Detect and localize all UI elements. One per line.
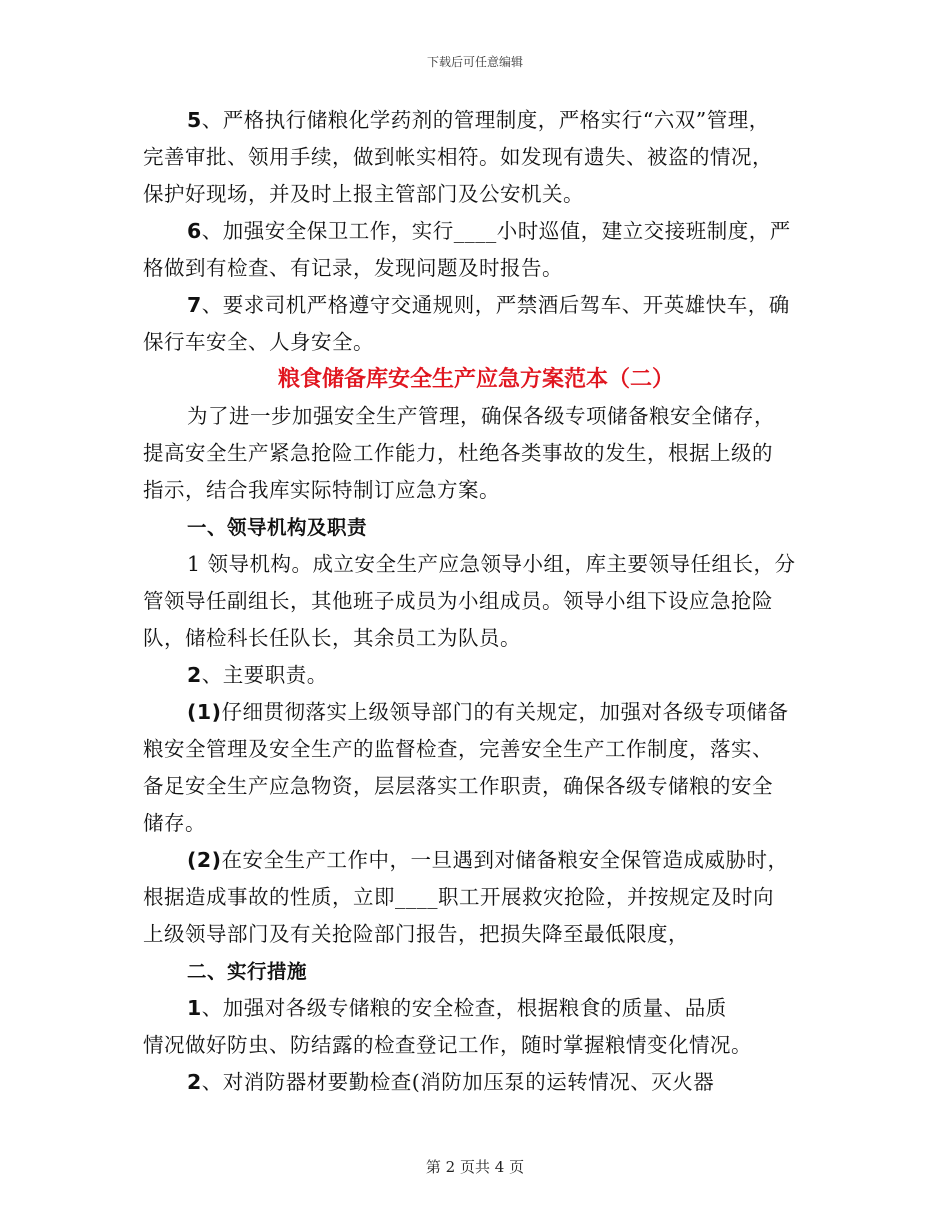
item-number: 1 <box>187 996 202 1020</box>
part2-p1-line-1 <box>143 990 809 1027</box>
part1-p1-line-3: 队，储检科长任队长，其余员工为队员。 <box>143 626 521 650</box>
item-6-line-2: 格做到有检查、有记录，发现问题及时报告。 <box>143 256 563 280</box>
item-number: 6 <box>187 219 202 243</box>
part1-p1-line-2: 管领导任副组长，其他班子成员为小组成员。领导小组下设应急抢险 <box>143 589 773 613</box>
item-text: 、加强安全保卫工作，实行____小时巡值，建立交接班制度，严 <box>201 219 791 243</box>
item-7-line-1 <box>143 287 809 324</box>
part1-p3-line-2: 粮安全管理及安全生产的监督检查，完善安全生产工作制度，落实、 <box>143 737 773 761</box>
part1-p2 <box>143 657 809 694</box>
part1-p4-line-2: 根据造成事故的性质，立即____职工开展救灾抢险，并按规定及时向 <box>143 885 774 909</box>
item-5-line-2: 完善审批、领用手续，做到帐实相符。如发现有遗失、被盗的情况， <box>143 145 773 169</box>
item-text: 、要求司机严格遵守交通规则，严禁酒后驾车、开英雄快车，确 <box>201 293 790 317</box>
intro-line-3: 指示，结合我库实际特制订应急方案。 <box>143 478 500 502</box>
item-5-line-3: 保护好现场，并及时上报主管部门及公安机关。 <box>143 182 584 206</box>
part1-p1-line-1: 1 领导机构。成立安全生产应急领导小组，库主要领导任组长，分 <box>187 552 796 576</box>
part1-p3-line-4: 储存。 <box>143 811 206 835</box>
header-note: 下载后可任意编辑 <box>426 55 523 69</box>
page-footer: 第 2 页共 4 页 <box>425 1158 525 1176</box>
item-text: 仔细贯彻落实上级领导部门的有关规定，加强对各级专项储备 <box>221 700 789 724</box>
document-title: 粮食储备库安全生产应急方案范本（二） <box>277 367 674 392</box>
item-text: 、加强对各级专储粮的安全检查，根据粮食的质量、品质 <box>201 996 727 1020</box>
part1-p3-line-3: 备足安全生产应急物资，层层落实工作职责，确保各级专储粮的安全 <box>143 774 773 798</box>
item-text: 在安全生产工作中，一旦遇到对储备粮安全保管造成威胁时， <box>221 848 789 872</box>
part1-p4-line-1 <box>143 842 809 879</box>
item-number: (1) <box>187 700 222 724</box>
item-number: 7 <box>187 293 202 317</box>
item-number: 2 <box>187 663 202 687</box>
section-heading-1: 一、领导机构及职责 <box>187 516 368 539</box>
item-number: 2 <box>187 1070 202 1094</box>
part2-p1-line-2: 情况做好防虫、防结露的检查登记工作，随时掌握粮情变化情况。 <box>143 1033 752 1057</box>
item-7-line-2: 保行车安全、人身安全。 <box>143 330 374 354</box>
item-5-line-1 <box>143 102 809 139</box>
item-text: 、严格执行储粮化学药剂的管理制度，严格实行“六双”管理， <box>201 108 770 132</box>
item-number: 5 <box>187 108 202 132</box>
intro-line-1: 为了进一步加强安全生产管理，确保各级专项储备粮安全储存， <box>187 404 775 428</box>
item-text: 、对消防器材要勤检查(消防加压泵的运转情况、灭火器 <box>201 1070 715 1094</box>
section-heading-2: 二、实行措施 <box>187 960 308 983</box>
item-text: 、主要职责。 <box>201 663 328 687</box>
intro-line-2: 提高安全生产紧急抢险工作能力，杜绝各类事故的发生，根据上级的 <box>143 441 773 465</box>
item-6-line-1 <box>143 213 809 250</box>
document-body <box>143 102 809 1101</box>
part1-p4-line-3: 上级领导部门及有关抢险部门报告，把损失降至最低限度， <box>143 922 689 946</box>
item-number: (2) <box>187 848 222 872</box>
part2-p2-line-1 <box>143 1064 809 1101</box>
part1-p3-line-1 <box>143 694 809 731</box>
